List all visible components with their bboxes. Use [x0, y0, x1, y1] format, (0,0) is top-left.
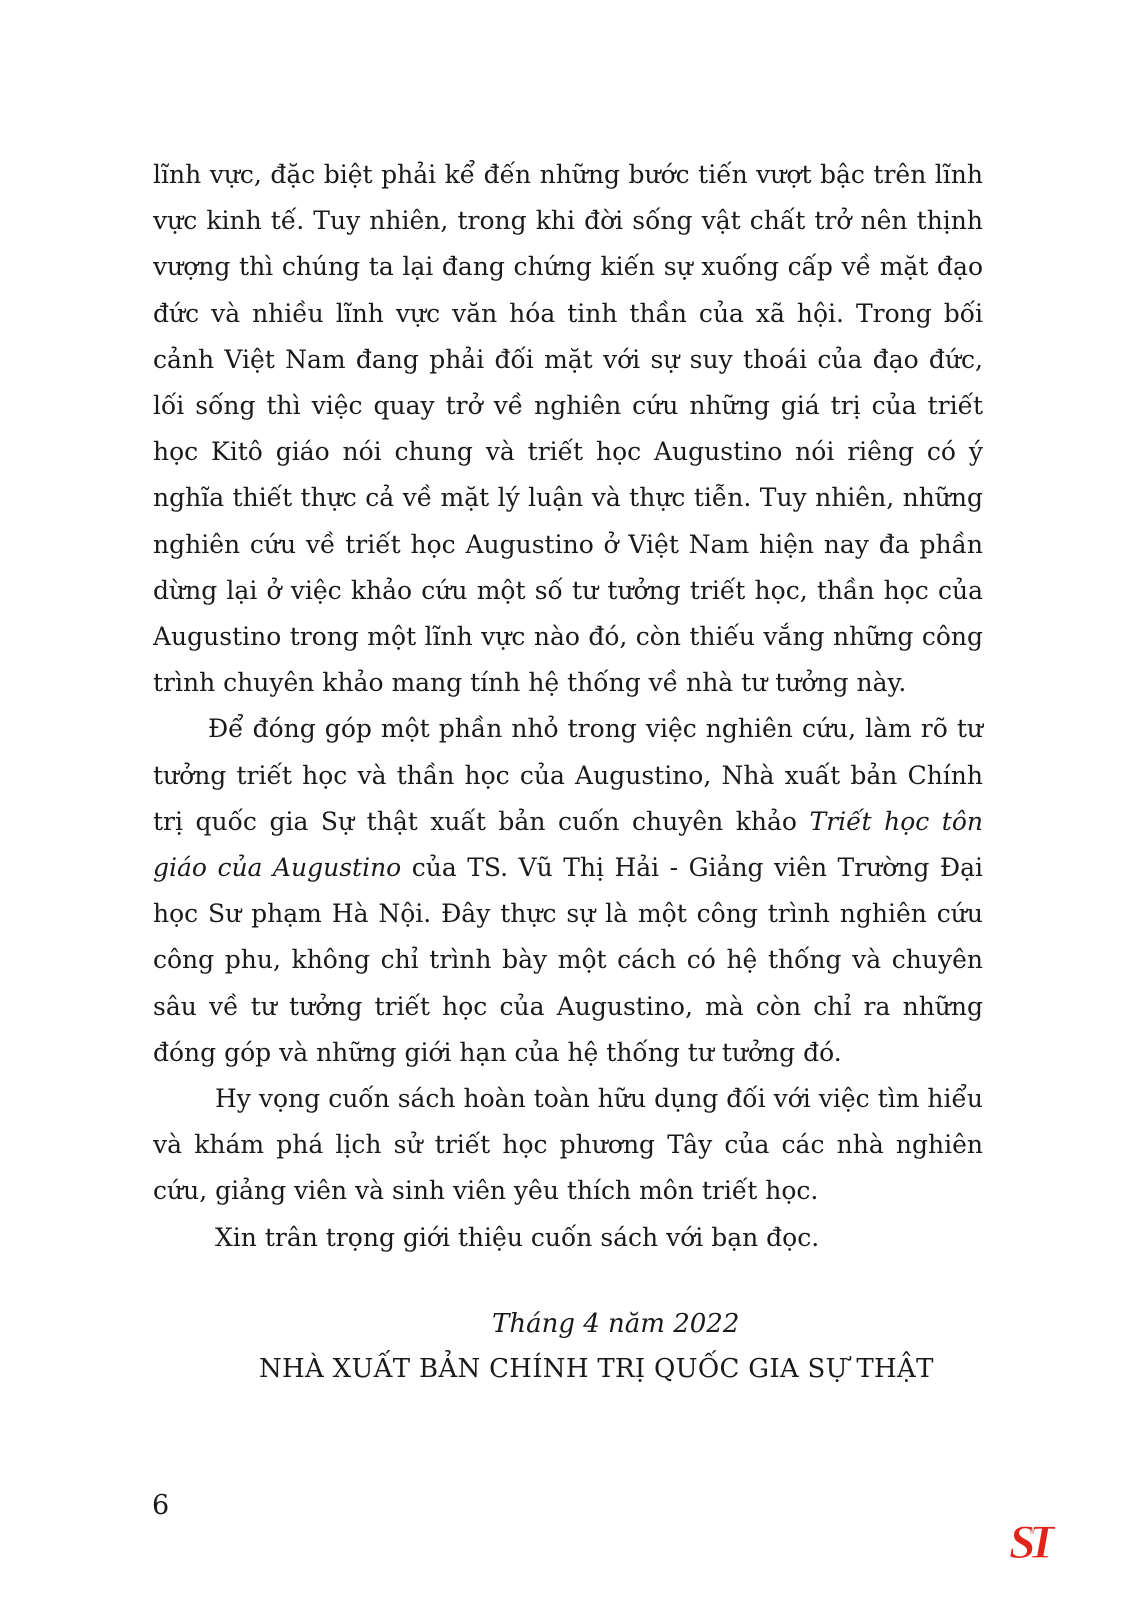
paragraph-publication [153, 706, 983, 1076]
paragraph-publication-start: Để đóng góp một phần nhỏ trong việc nghiên cứu, làm rõ tư tưởng triết học và thần học của Augustino, Nhà xuất bản Chính trị quốc gia Sự thật xuất bản cuốn chuyên khảo [153, 714, 983, 836]
page-number: 6 [152, 1490, 170, 1521]
document-body [153, 152, 983, 1261]
publisher-logo-icon [1003, 1512, 1055, 1568]
paragraph-hope: Hy vọng cuốn sách hoàn toàn hữu dụng đối với việc tìm hiểu và khám phá lịch sử triết học phương Tây của các nhà nghiên cứu, giảng viên và sinh viên yêu thích môn triết học. [153, 1084, 983, 1206]
paragraph-context: lĩnh vực, đặc biệt phải kể đến những bước tiến vượt bậc trên lĩnh vực kinh tế. Tuy nhiên, trong khi đời sống vật chất trở nên thịnh vượng thì chúng ta lại đang chứng kiến sự xuống cấp về mặt đạo đức và nhiều lĩnh vực văn hóa tinh thần của xã hội. Trong bối cảnh Việt Nam đang phải đối mặt với sự suy thoái của đạo đức, lối sống thì việc quay trở về nghiên cứu những giá trị của triết học Kitô giáo nói chung và triết học Augustino nói riêng có ý nghĩa thiết thực cả về mặt lý luận và thực tiễn. Tuy nhiên, những nghiên cứu về triết học Augustino ở Việt Nam hiện nay đa phần dừng lại ở việc khảo cứu một số tư tưởng triết học, thần học của Augustino trong một lĩnh vực nào đó, còn thiếu vắng những công trình chuyên khảo mang tính hệ thống về nhà tư tưởng này. [153, 160, 983, 698]
paragraph-closing: Xin trân trọng giới thiệu cuốn sách với bạn đọc. [215, 1222, 820, 1252]
publisher-logo-text: ST [1008, 1516, 1050, 1568]
paragraph-publication-end: của TS. Vũ Thị Hải - Giảng viên Trường Đại học Sư phạm Hà Nội. Đây thực sự là một công trình nghiên cứu công phu, không chỉ trình bày một cách có hệ thống và chuyên sâu về tư tưởng triết học của Augustino, mà còn chỉ ra những đóng góp và những giới hạn của hệ thống tư tưởng đó. [153, 853, 983, 1067]
book-title: Triết học tôn giáo của Augustino [153, 806, 983, 883]
signature-publisher: NHÀ XUẤT BẢN CHÍNH TRỊ QUỐC GIA SỰ THẬT [259, 1354, 934, 1384]
signature-date: Tháng 4 năm 2022 [492, 1309, 740, 1339]
